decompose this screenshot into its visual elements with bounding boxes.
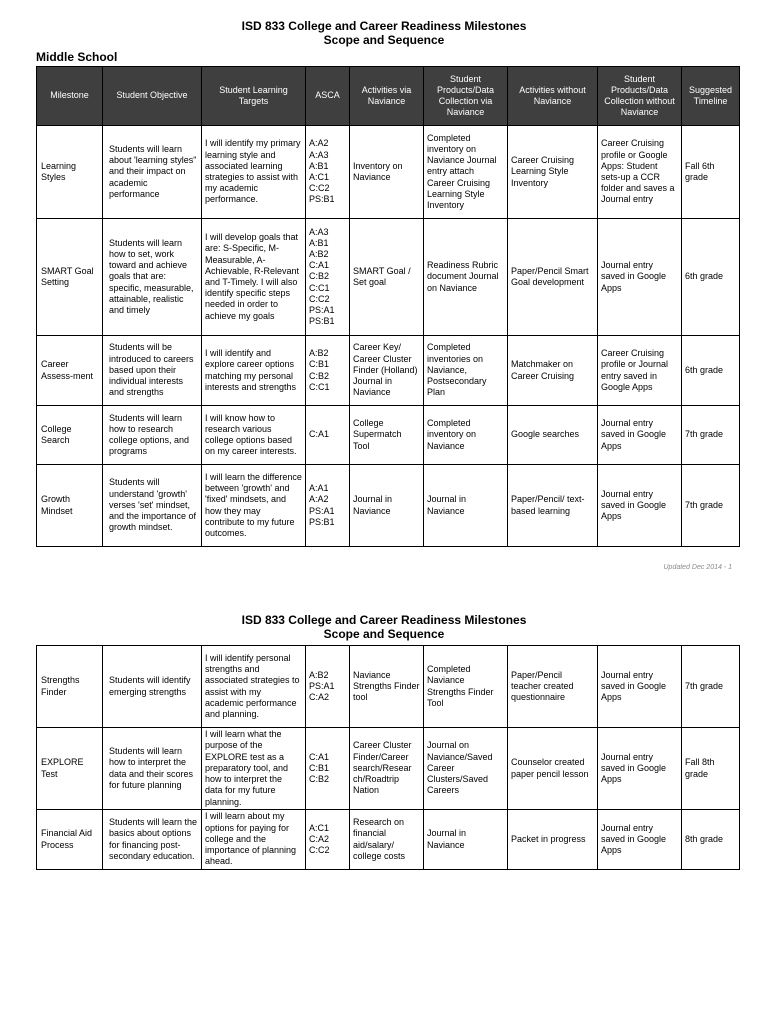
objective-cell: Students will learn about 'learning styles" and their impact on academic performance	[103, 126, 202, 219]
timeline-cell: 7th grade	[682, 406, 740, 465]
products-naviance-cell: Completed inventory on Naviance Journal entry attach Career Cruising Learning Style Inventory	[424, 126, 508, 219]
products-without-cell: Journal entry saved in Google Apps	[598, 646, 682, 728]
table-row	[37, 219, 740, 336]
table-row	[37, 336, 740, 406]
activities-naviance-cell: SMART Goal / Set goal	[350, 219, 424, 336]
milestone-cell: College Search	[37, 406, 103, 465]
table-row	[37, 465, 740, 547]
table-row	[37, 810, 740, 870]
table-row	[37, 126, 740, 219]
targets-cell: I will identify personal strengths and associated strategies to assist with my academic performance and planning.	[202, 646, 306, 728]
asca-cell: C:A1	[306, 406, 350, 465]
targets-cell: I will learn what the purpose of the EXPLORE test as a preparatory tool, and how to interpret the data for my future planning.	[202, 728, 306, 810]
products-naviance-cell: Readiness Rubric document Journal on Naviance	[424, 219, 508, 336]
activities-without-cell: Packet in progress	[508, 810, 598, 870]
asca-cell: A:A3 A:B1 A:B2 C:A1 C:B2 C:C1 C:C2 PS:A1 PS:B1	[306, 219, 350, 336]
products-without-cell: Journal entry saved in Google Apps	[598, 406, 682, 465]
asca-cell: A:B2 C:B1 C:B2 C:C1	[306, 336, 350, 406]
activities-without-cell: Career Cruising Learning Style Inventory	[508, 126, 598, 219]
targets-cell: I will develop goals that are: S-Specific, M-Measurable, A-Achievable, R-Relevant and T-Timely. I will also identify specific steps needed in order to achieve my goals	[202, 219, 306, 336]
activities-without-cell: Counselor created paper pencil lesson	[508, 728, 598, 810]
products-naviance-cell: Journal on Naviance/Saved Career Clusters/Saved Careers	[424, 728, 508, 810]
asca-cell: A:B2 PS:A1 C:A2	[306, 646, 350, 728]
objective-cell: Students will understand 'growth' verses 'set' mindset, and the importance of growth mindset.	[103, 465, 202, 547]
targets-cell: I will learn the difference between 'growth' and 'fixed' mindsets, and how they may contribute to my future outcomes.	[202, 465, 306, 547]
timeline-cell: 6th grade	[682, 219, 740, 336]
activities-naviance-cell: Journal in Naviance	[350, 465, 424, 547]
activities-naviance-cell: Naviance Strengths Finder tool	[350, 646, 424, 728]
targets-cell: I will identify my primary learning style and associated learning strategies to assist with my academic performance.	[202, 126, 306, 219]
objective-cell: Students will learn how to interpret the data and their scores for future planning	[103, 728, 202, 810]
timeline-cell: Fall 8th grade	[682, 728, 740, 810]
asca-cell: A:A2 A:A3 A:B1 A:C1 C:C2 PS:B1	[306, 126, 350, 219]
objective-cell: Students will learn how to research college options, and programs	[103, 406, 202, 465]
header-row	[37, 67, 740, 126]
timeline-cell: 8th grade	[682, 810, 740, 870]
milestone-cell: EXPLORE Test	[37, 728, 103, 810]
header-products-without: Student Products/Data Collection without Naviance	[598, 67, 682, 126]
products-naviance-cell: Journal in Naviance	[424, 810, 508, 870]
page1-subtitle: Scope and Sequence	[323, 33, 445, 47]
activities-without-cell: Paper/Pencil teacher created questionnaire	[508, 646, 598, 728]
milestone-cell: Financial Aid Process	[37, 810, 103, 870]
activities-naviance-cell: College Supermatch Tool	[350, 406, 424, 465]
activities-naviance-cell: Research on financial aid/salary/ college costs	[350, 810, 424, 870]
activities-naviance-cell: Inventory on Naviance	[350, 126, 424, 219]
objective-cell: Students will learn the basics about options for financing post-secondary education.	[103, 810, 202, 870]
header-learning-targets: Student Learning Targets	[202, 67, 306, 126]
activities-naviance-cell: Career Key/ Career Cluster Finder (Holland) Journal in Naviance	[350, 336, 424, 406]
page2-title: ISD 833 College and Career Readiness Milestones	[241, 613, 527, 627]
milestone-cell: Career Assess-ment	[37, 336, 103, 406]
targets-cell: I will identify and explore career options matching my personal interests and strengths	[202, 336, 306, 406]
products-without-cell: Journal entry saved in Google Apps	[598, 465, 682, 547]
products-without-cell: Journal entry saved in Google Apps	[598, 810, 682, 870]
products-without-cell: Journal entry saved in Google Apps	[598, 219, 682, 336]
section-label: Middle School	[36, 50, 118, 64]
timeline-cell: 7th grade	[682, 465, 740, 547]
products-without-cell: Journal entry saved in Google Apps	[598, 728, 682, 810]
products-naviance-cell: Journal in Naviance	[424, 465, 508, 547]
activities-without-cell: Matchmaker on Career Cruising	[508, 336, 598, 406]
page1-title: ISD 833 College and Career Readiness Milestones	[241, 19, 527, 33]
milestones-table-page1	[36, 66, 740, 547]
page2-subtitle: Scope and Sequence	[323, 627, 445, 641]
targets-cell: I will learn about my options for paying for college and the importance of planning ahead.	[202, 810, 306, 870]
table-row	[37, 406, 740, 465]
updated-note: Updated Dec 2014 - 1	[663, 564, 732, 571]
header-asca: ASCA	[306, 67, 350, 126]
objective-cell: Students will identify emerging strengths	[103, 646, 202, 728]
asca-cell: C:A1 C:B1 C:B2	[306, 728, 350, 810]
products-naviance-cell: Completed Naviance Strengths Finder Tool	[424, 646, 508, 728]
targets-cell: I will know how to research various college options based on my career interests.	[202, 406, 306, 465]
timeline-cell: 6th grade	[682, 336, 740, 406]
objective-cell: Students will be introduced to careers based upon their individual interests and strengths	[103, 336, 202, 406]
table-row	[37, 728, 740, 810]
activities-without-cell: Paper/Pencil Smart Goal development	[508, 219, 598, 336]
asca-cell: A:C1 C:A2 C:C2	[306, 810, 350, 870]
activities-naviance-cell: Career Cluster Finder/Career search/Resear ch/Roadtrip Nation	[350, 728, 424, 810]
milestone-cell: Growth Mindset	[37, 465, 103, 547]
products-without-cell: Career Cruising profile or Journal entry saved in Google Apps	[598, 336, 682, 406]
header-milestone: Milestone	[37, 67, 103, 126]
objective-cell: Students will learn how to set, work toward and achieve goals that are: specific, measurable, attainable, realistic and timely	[103, 219, 202, 336]
asca-cell: A:A1 A:A2 PS:A1 PS:B1	[306, 465, 350, 547]
header-activities-naviance: Activities via Naviance	[350, 67, 424, 126]
activities-without-cell: Google searches	[508, 406, 598, 465]
table-row	[37, 646, 740, 728]
timeline-cell: Fall 6th grade	[682, 126, 740, 219]
milestone-cell: Strengths Finder	[37, 646, 103, 728]
header-activities-without: Activities without Naviance	[508, 67, 598, 126]
header-student-objective: Student Objective	[103, 67, 202, 126]
header-timeline: Suggested Timeline	[682, 67, 740, 126]
products-without-cell: Career Cruising profile or Google Apps: Student sets-up a CCR folder and saves a Journal entry	[598, 126, 682, 219]
milestones-table-page2	[36, 645, 740, 870]
products-naviance-cell: Completed inventories on Naviance, Postsecondary Plan	[424, 336, 508, 406]
milestone-cell: Learning Styles	[37, 126, 103, 219]
header-products-naviance: Student Products/Data Collection via Naviance	[424, 67, 508, 126]
products-naviance-cell: Completed inventory on Naviance	[424, 406, 508, 465]
timeline-cell: 7th grade	[682, 646, 740, 728]
milestone-cell: SMART Goal Setting	[37, 219, 103, 336]
activities-without-cell: Paper/Pencil/ text-based learning	[508, 465, 598, 547]
